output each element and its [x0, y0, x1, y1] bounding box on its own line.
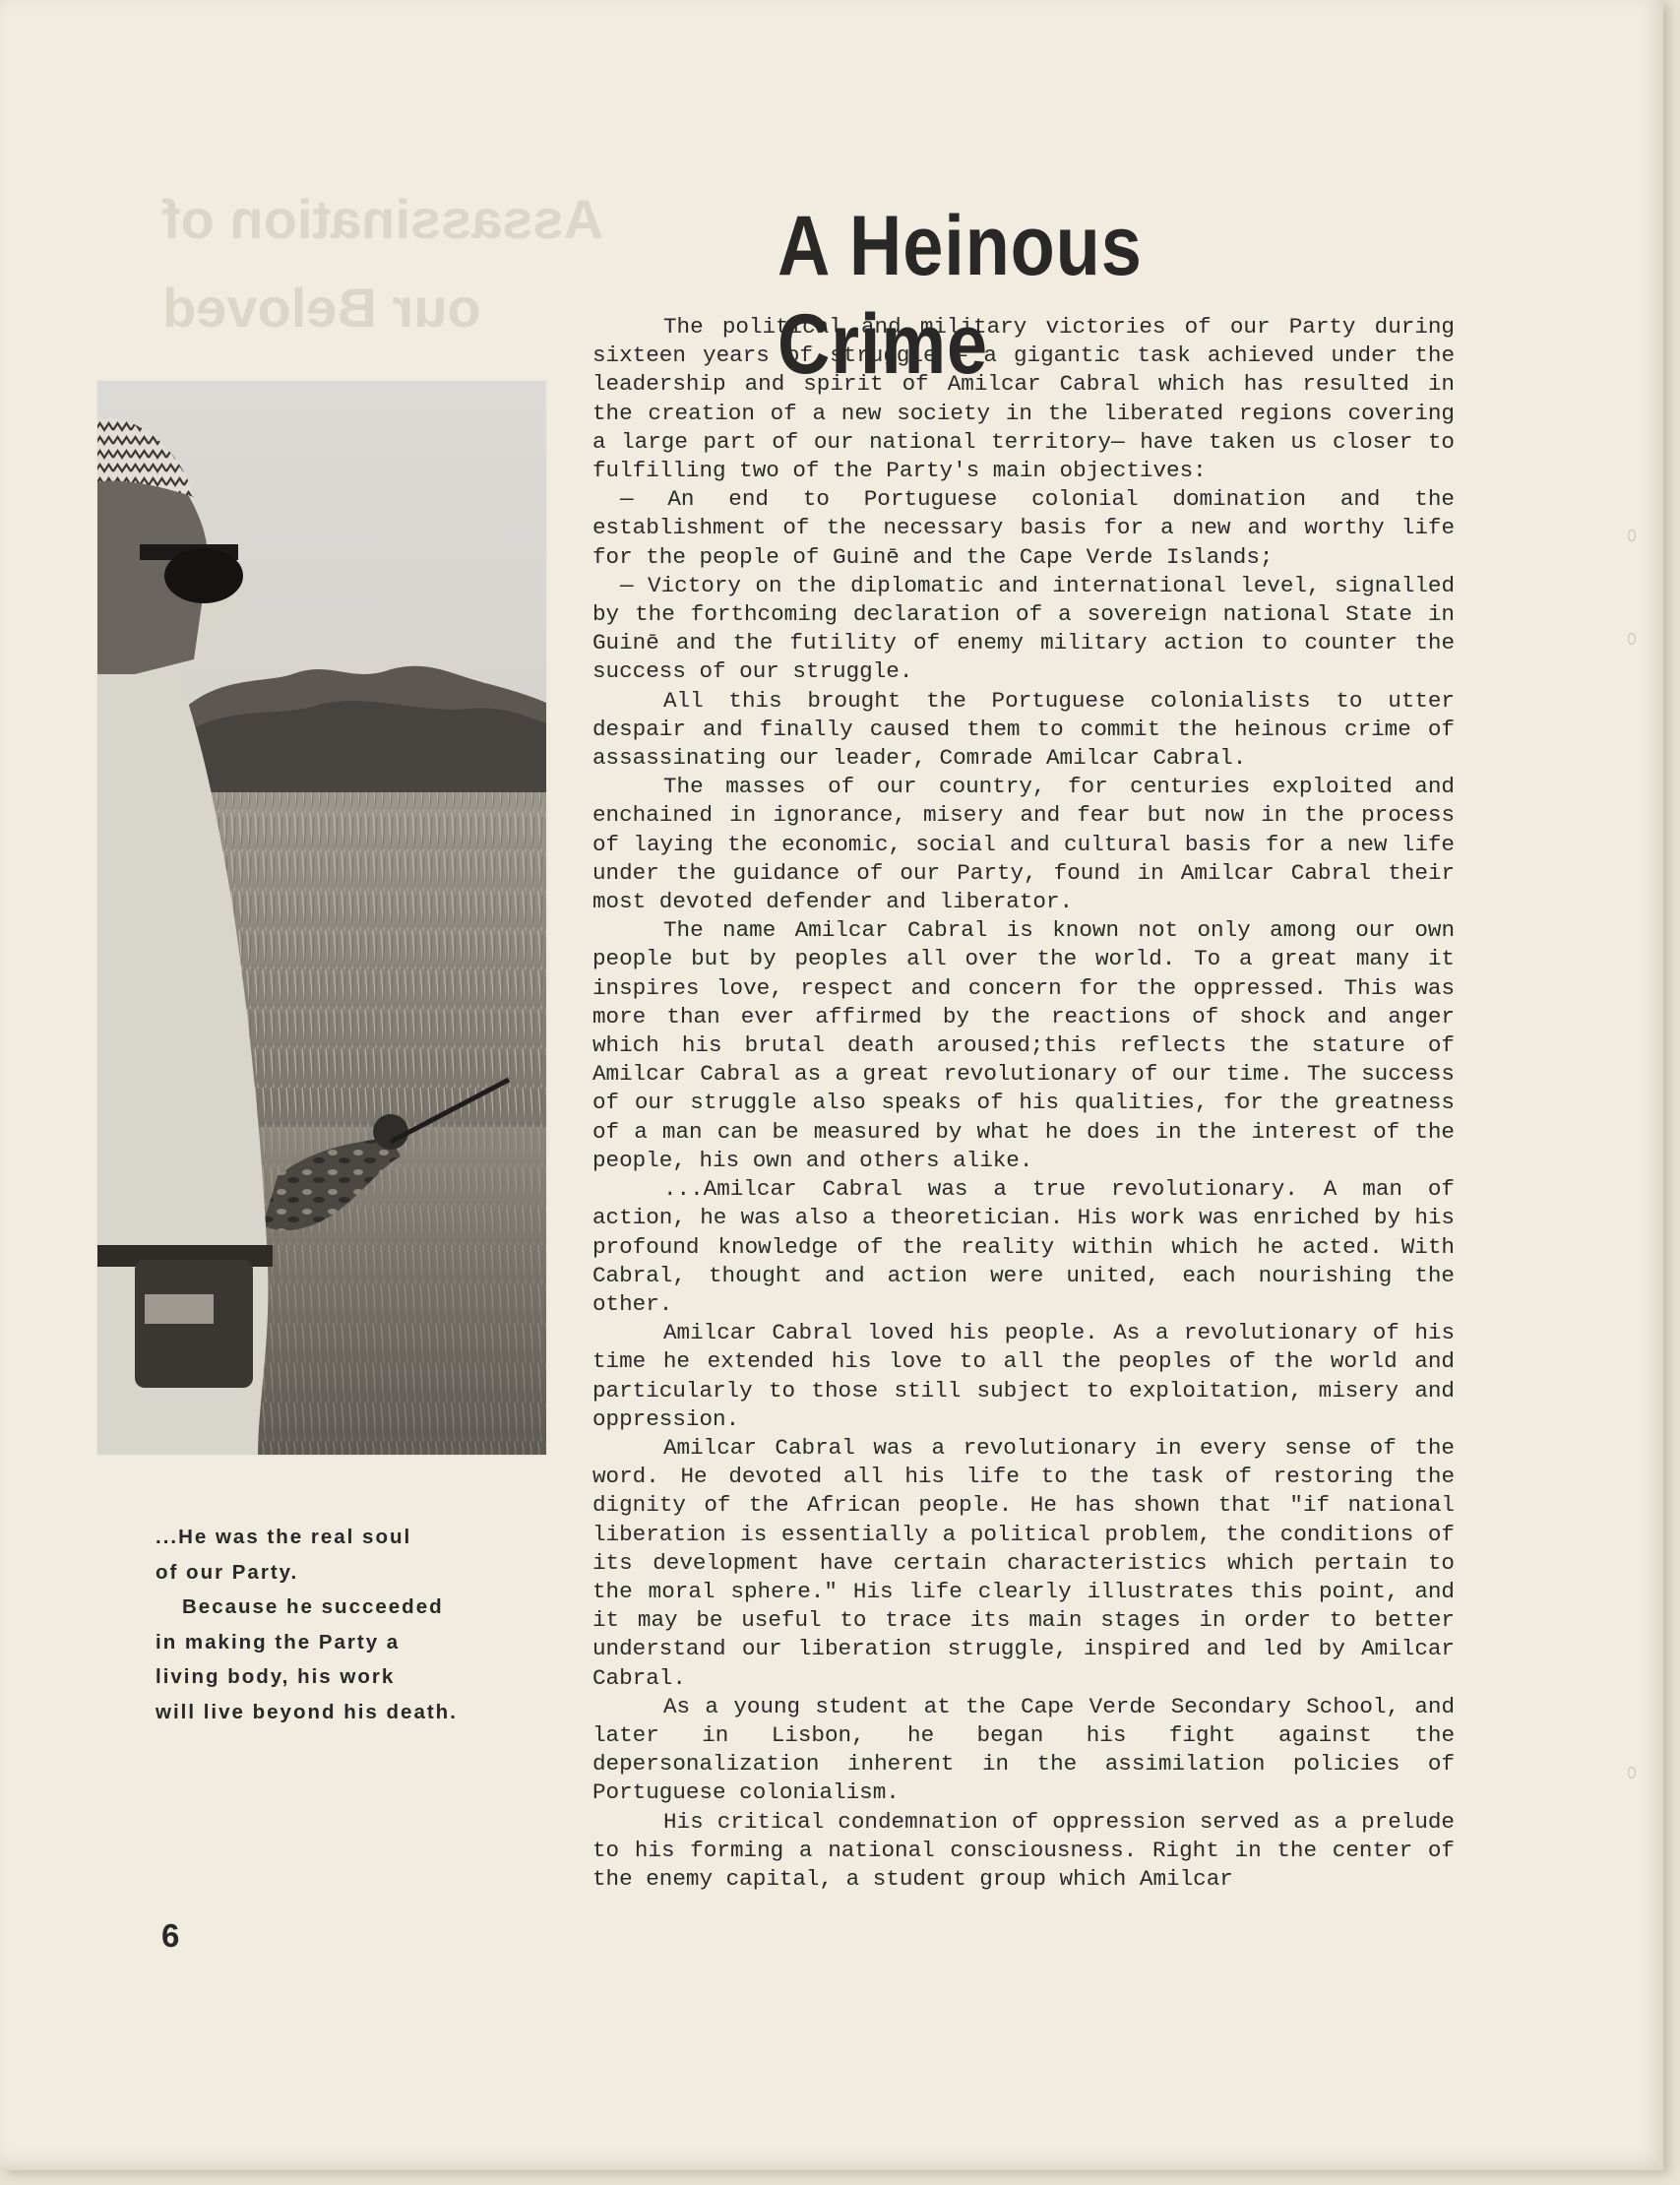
bleed-through-line-2: our Beloved	[162, 277, 481, 339]
article-paragraph: The name Amilcar Cabral is known not only among our own people but by peoples all over the world. To a great many it inspires love, respect and concern for the oppressed. This was more than ever affirmed by the reactions of shock and anger which his brutal death aroused;this reflects the stature of Amilcar Cabral as a great revolutionary of our time. The success of our struggle also speaks of his qualities, for the greatness of a man can be measured by what he does in the interest of the people, his own and others alike.	[592, 917, 1455, 1173]
article-body	[592, 313, 1455, 1894]
page-number: 6	[161, 1917, 180, 1954]
article-paragraph: ...Amilcar Cabral was a true revolutionary. A man of action, he was also a theoretician. His work was enriched by his profound knowledge of the reality within which he acted. With Cabral, thought and action were united, each nourishing the other.	[592, 1176, 1455, 1317]
article-paragraph: — Victory on the diplomatic and international level, signalled by the forthcoming declaration of a sovereign national State in Guinē and the futility of enemy military action to counter the success of our struggle.	[592, 572, 1455, 685]
caption-line: of our Party.	[156, 1560, 299, 1584]
photo-soldier-field	[95, 379, 548, 1457]
caption-line: living body, his work	[156, 1665, 396, 1688]
article-paragraph: Amilcar Cabral loved his people. As a revolutionary of his time he extended his love to all the peoples of the world and particularly to those still subject to exploitation, misery and oppression.	[592, 1320, 1455, 1432]
caption-line: in making the Party a	[156, 1630, 401, 1654]
article-paragraph: As a young student at the Cape Verde Secondary School, and later in Lisbon, he began his fight against the depersonalization inherent in the assimilation policies of Portuguese colonialism.	[592, 1693, 1455, 1806]
article-paragraph: — An end to Portuguese colonial domination and the establishment of the necessary basis for a new and worthy life for the people of Guinē and the Cape Verde Islands;	[592, 486, 1455, 570]
article-paragraph: His critical condemnation of oppression served as a prelude to his forming a national consciousness. Right in the center of the enemy capital, a student group which Amilcar	[592, 1808, 1455, 1892]
paper-mark	[1628, 633, 1636, 645]
paper-mark	[1628, 1767, 1636, 1779]
paper-mark	[1628, 530, 1636, 541]
page-title: A Heinous Crime	[778, 199, 1143, 392]
article-paragraph: Amilcar Cabral was a revolutionary in every sense of the word. He devoted all his life to the task of restoring the dignity of the African people. He has shown that "if national liberation is essentially a political problem, the conditions of its development have certain characteristics which pertain to the moral sphere." His life clearly illustrates this point, and it may be useful to trace its main stages in order to better understand our liberation struggle, inspired and led by Amilcar Cabral.	[592, 1434, 1455, 1691]
photo-caption	[156, 1520, 569, 1729]
article-paragraph: The masses of our country, for centuries exploited and enchained in ignorance, misery and fear but now in the process of laying the economic, social and cultural basis for a new life under the guidance of our Party, found in Amilcar Cabral their most devoted defender and liberator.	[592, 774, 1455, 915]
bleed-through-line-1: Assassination of	[162, 188, 604, 250]
article-paragraph: All this brought the Portuguese colonialists to utter despair and finally caused them to commit the heinous crime of assassinating our leader, Comrade Amilcar Cabral.	[592, 687, 1455, 772]
article-paragraph: The political and military victories of our Party during sixteen years of struggle — a gigantic task achieved under the leadership and spirit of Amilcar Cabral which has resulted in the creation of a new society in the liberated regions covering a large part of our national territory— have taken us closer to fulfilling two of the Party's main objectives:	[592, 314, 1455, 484]
caption-line: ...He was the real soul	[156, 1526, 412, 1548]
caption-line: Because he succeeded	[182, 1595, 444, 1618]
caption-line: will live beyond his death.	[156, 1700, 458, 1723]
